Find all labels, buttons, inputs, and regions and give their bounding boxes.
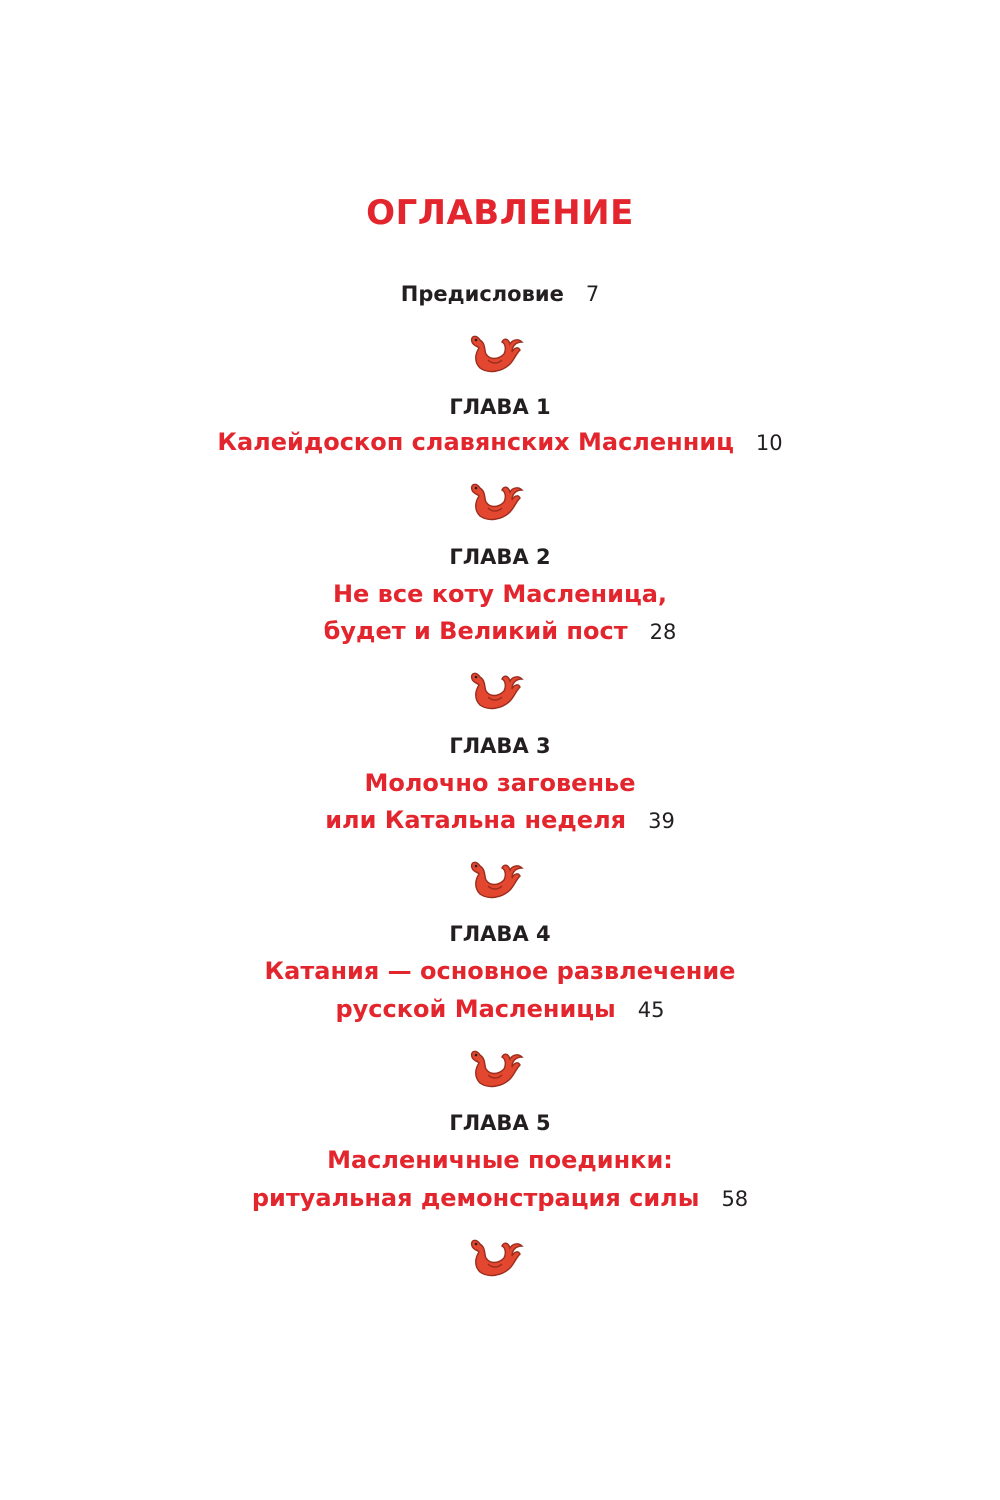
chapter-3-entry-line-1[interactable] (0, 769, 1000, 797)
rooster-ornament-icon (466, 667, 526, 711)
chapter-4-page-number: 45 (637, 998, 665, 1022)
chapter-5-page-number: 58 (721, 1187, 749, 1211)
chapter-4-heading: ГЛАВА 4 (449, 922, 551, 946)
chapter-4-entry-line-2[interactable] (0, 995, 1000, 1023)
chapter-3-title-line-1: Молочно заговенье (364, 769, 636, 797)
rooster-ornament-icon (466, 856, 526, 900)
chapter-1-entry[interactable] (0, 428, 1000, 456)
chapter-5-entry-line-1[interactable] (0, 1146, 1000, 1174)
chapter-1-page-number: 10 (755, 431, 783, 455)
chapter-3-heading: ГЛАВА 3 (449, 734, 551, 758)
chapter-2-title-line-2: будет и Великий пост (323, 617, 628, 645)
preface-label: Предисловие (400, 282, 564, 306)
page-title: ОГЛАВЛЕНИЕ (366, 193, 634, 233)
rooster-ornament-icon (466, 478, 526, 522)
chapter-5-title-line-2: ритуальная демонстрация силы (251, 1184, 700, 1212)
chapter-4-title-line-2: русской Масленицы (335, 995, 616, 1023)
chapter-3-entry-line-2[interactable] (0, 806, 1000, 834)
chapter-2-entry-line-2[interactable] (0, 617, 1000, 645)
chapter-3-title-line-2: или Катальна неделя (325, 806, 627, 834)
rooster-ornament-icon (466, 1045, 526, 1089)
chapter-2-page-number: 28 (649, 620, 677, 644)
preface-page-number: 7 (585, 282, 600, 306)
chapter-5-title-line-1: Масленичные поединки: (327, 1146, 673, 1174)
chapter-2-title-line-1: Не все коту Масленица, (332, 580, 668, 608)
preface-entry[interactable] (0, 282, 1000, 306)
chapter-4-entry-line-1[interactable] (0, 957, 1000, 985)
chapter-1-title-line-1: Калейдоскоп славянских Масленниц (217, 428, 734, 456)
rooster-ornament-icon (466, 330, 526, 374)
chapter-2-heading: ГЛАВА 2 (449, 545, 551, 569)
chapter-5-heading: ГЛАВА 5 (449, 1111, 551, 1135)
chapter-3-page-number: 39 (648, 809, 675, 833)
chapter-5-entry-line-2[interactable] (0, 1184, 1000, 1212)
chapter-4-title-line-1: Катания — основное развлечение (264, 957, 736, 985)
chapter-2-entry-line-1[interactable] (0, 580, 1000, 608)
chapter-1-heading: ГЛАВА 1 (449, 395, 551, 419)
rooster-ornament-icon (466, 1234, 526, 1278)
